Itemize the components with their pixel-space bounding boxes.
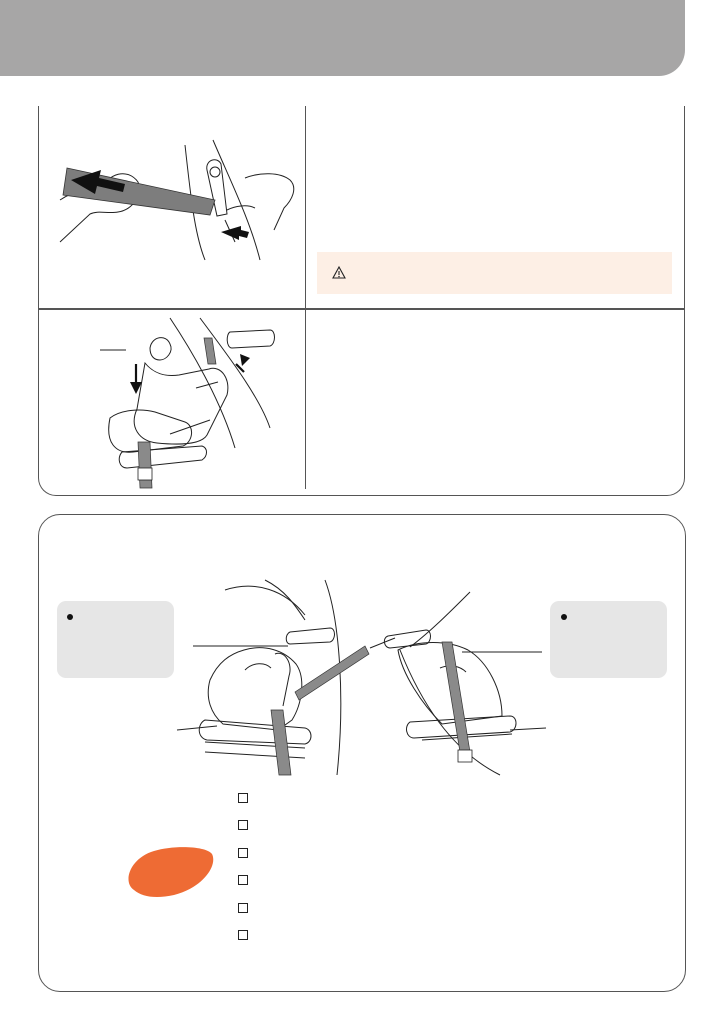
horizontal-divider <box>38 308 685 310</box>
seat-rear-view-illustration <box>370 580 550 775</box>
check-badge <box>124 846 214 898</box>
left-note-box <box>57 601 174 678</box>
bullet-icon <box>561 614 567 620</box>
warning-triangle-icon <box>332 266 346 279</box>
warning-box <box>317 252 672 294</box>
checkbox[interactable] <box>238 903 248 913</box>
checkbox[interactable] <box>238 930 248 940</box>
bullet-icon <box>67 614 73 620</box>
header-bar <box>0 0 685 76</box>
seat-install-illustration <box>100 318 290 488</box>
checkbox[interactable] <box>238 848 248 858</box>
belt-tension-illustration <box>55 140 305 265</box>
checkbox[interactable] <box>238 875 248 885</box>
checkbox[interactable] <box>238 793 248 803</box>
right-note-box <box>550 601 667 678</box>
seat-front-view-illustration <box>175 580 375 775</box>
checkbox[interactable] <box>238 820 248 830</box>
vertical-divider <box>305 106 306 489</box>
